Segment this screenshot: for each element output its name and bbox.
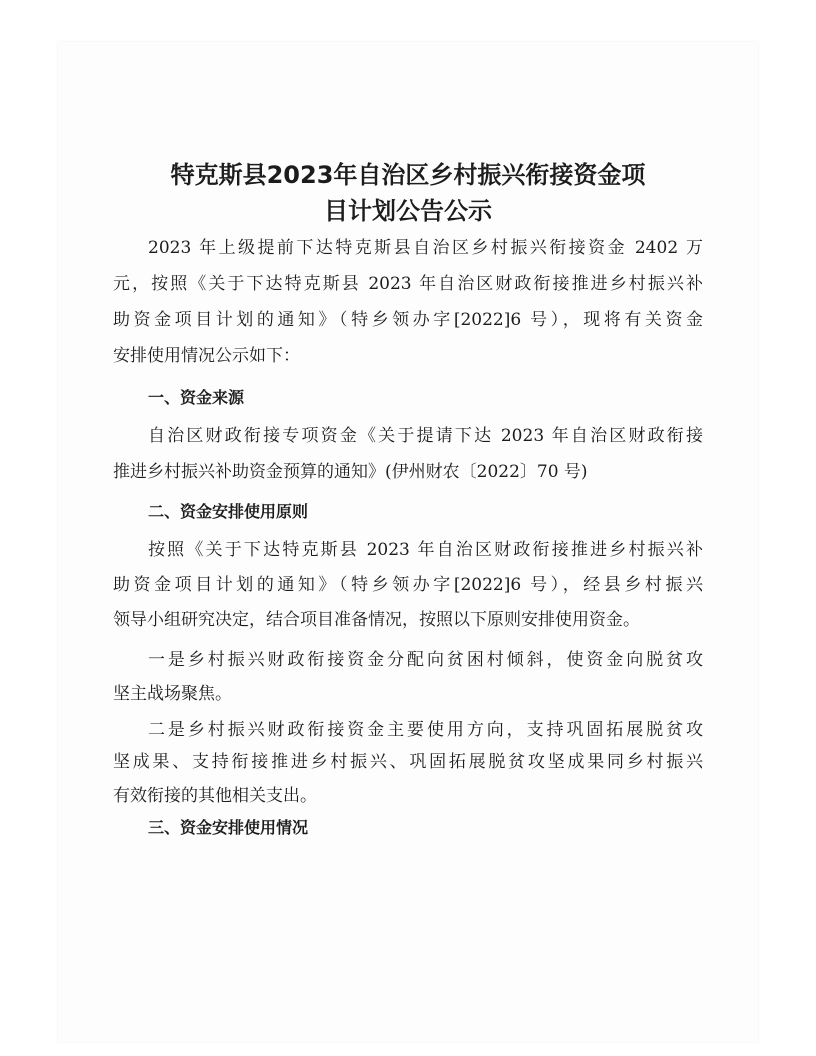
- section-2-para-1-line-1: 按照《关于下达特克斯县 2023 年自治区财政衔接推进乡村振兴补: [148, 540, 703, 560]
- intro-line-4: 安排使用情况公示如下：: [113, 346, 300, 366]
- section-1-heading: 一、资金来源: [148, 388, 245, 407]
- section-1-line-1: 自治区财政衔接专项资金《关于提请下达 2023 年自治区财政衔接: [148, 426, 703, 446]
- section-2-para-3-line-3: 有效衔接的其他相关支出。: [113, 786, 317, 806]
- section-2-para-3-line-2: 坚成果、支持衔接推进乡村振兴、巩固拓展脱贫攻坚成果同乡村振兴: [113, 752, 703, 772]
- section-2-heading: 二、资金安排使用原则: [148, 502, 309, 521]
- intro-line-2: 元，按照《关于下达特克斯县 2023 年自治区财政衔接推进乡村振兴补: [113, 274, 703, 294]
- section-1-line-2: 推进乡村振兴补助资金预算的通知》(伊州财农〔2022〕70 号): [113, 462, 588, 482]
- intro-line-1: 2023 年上级提前下达特克斯县自治区乡村振兴衔接资金 2402 万: [148, 238, 703, 258]
- document-title-line-1: 特克斯县2023年自治区乡村振兴衔接资金项: [170, 161, 646, 189]
- section-2-para-3-line-1: 二是乡村振兴财政衔接资金主要使用方向，支持巩固拓展脱贫攻: [148, 720, 703, 740]
- intro-line-3: 助资金项目计划的通知》（特乡领办字[2022]6 号），现将有关资金: [113, 310, 703, 330]
- section-2-para-2-line-1: 一是乡村振兴财政衔接资金分配向贫困村倾斜，使资金向脱贫攻: [148, 650, 703, 670]
- section-2-para-2-line-2: 坚主战场聚焦。: [113, 684, 232, 704]
- section-3-heading: 三、资金安排使用情况: [148, 818, 309, 837]
- document-title-line-2: 目计划公告公示: [324, 197, 492, 225]
- section-2-para-1-line-2: 助资金项目计划的通知》（特乡领办字[2022]6 号），经县乡村振兴: [113, 575, 703, 595]
- section-2-para-1-line-3: 领导小组研究决定，结合项目准备情况，按照以下原则安排使用资金。: [113, 610, 640, 630]
